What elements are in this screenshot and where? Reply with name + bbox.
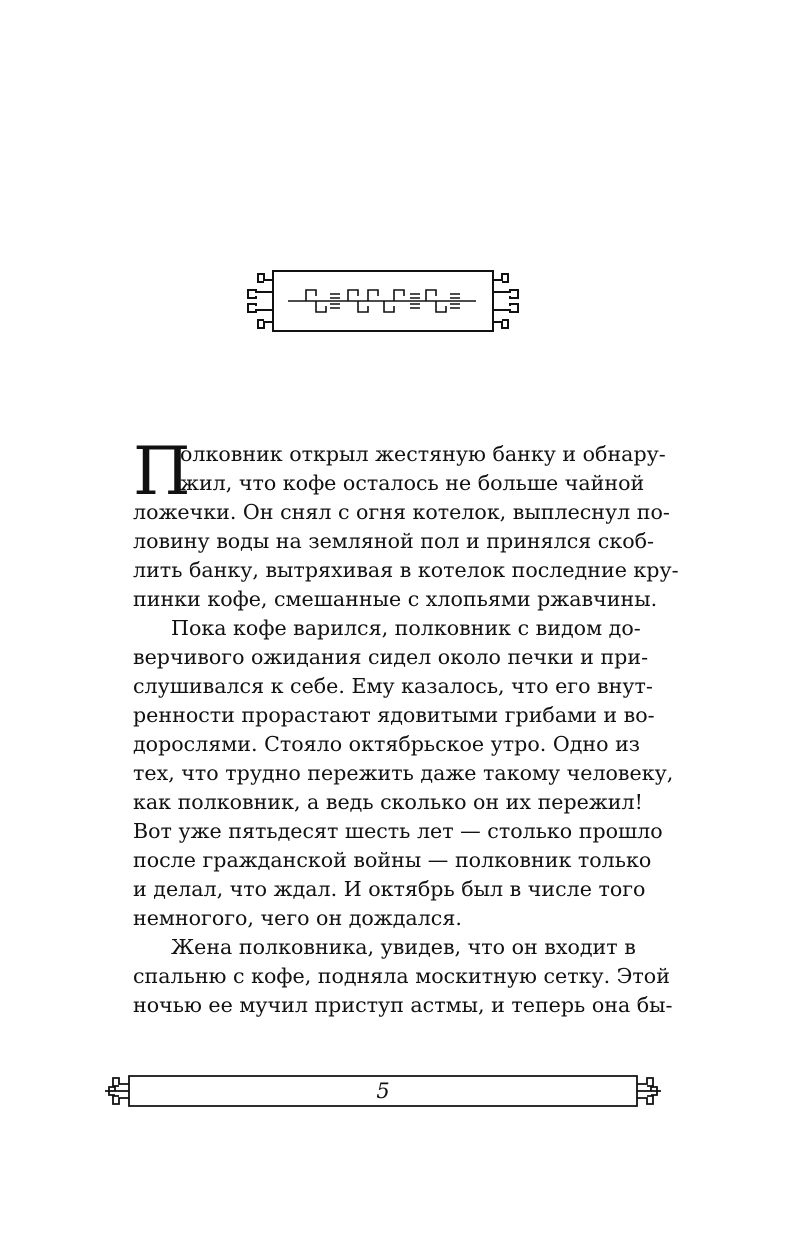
paragraph-line: ловину воды на земляной пол и принялся скоб-	[133, 529, 654, 553]
paragraph-line: после гражданской войны — полковник только	[133, 848, 652, 872]
paragraph-line: Жена полковника, увидев, что он входит в	[171, 935, 636, 959]
paragraph-line: слушивался к себе. Ему казалось, что его внут-	[133, 674, 653, 698]
page-number: 5	[376, 1079, 390, 1103]
paragraph-line: ночью ее мучил приступ астмы, и теперь она бы-	[133, 993, 673, 1017]
paragraph-line: олковник открыл жестяную банку и обнару-	[180, 442, 666, 466]
paragraph-line: как полковник, а ведь сколько он их пережил!	[133, 790, 643, 814]
paragraph-line: тех, что трудно пережить даже такому человеку,	[133, 761, 674, 785]
paragraph-line: Вот уже пятьдесят шесть лет — столько прошло	[133, 819, 663, 843]
paragraph-line: ложечки. Он снял с огня котелок, выплеснул по-	[133, 500, 670, 524]
top-ornament	[244, 268, 520, 334]
paragraph-line: верчивого ожидания сидел около печки и при-	[133, 645, 649, 669]
paragraph-3	[133, 933, 673, 1020]
paragraph-line: спальню с кофе, подняла москитную сетку. Этой	[133, 964, 670, 988]
paragraph-line: и делал, что ждал. И октябрь был в числе того	[133, 877, 646, 901]
fret-band-icon	[244, 268, 520, 334]
drop-cap: П	[133, 433, 190, 510]
paragraph-line: лить банку, вытряхивая в котелок последние кру-	[133, 558, 679, 582]
paragraph-line: ренности прорастают ядовитыми грибами и во-	[133, 703, 655, 727]
paragraph-line: жил, что кофе осталось не больше чайной	[180, 471, 645, 495]
paragraph-line: немногого, чего он дождался.	[133, 906, 462, 930]
paragraph-line: дорослями. Стояло октябрьское утро. Одно из	[133, 732, 641, 756]
paragraph-1	[133, 433, 679, 614]
page-footer	[103, 1074, 663, 1108]
body-text	[133, 433, 679, 1020]
paragraph-2	[133, 614, 674, 933]
paragraph-line: Пока кофе варился, полковник с видом до-	[171, 616, 641, 640]
paragraph-line: пинки кофе, смешанные с хлопьями ржавчины.	[133, 587, 658, 611]
